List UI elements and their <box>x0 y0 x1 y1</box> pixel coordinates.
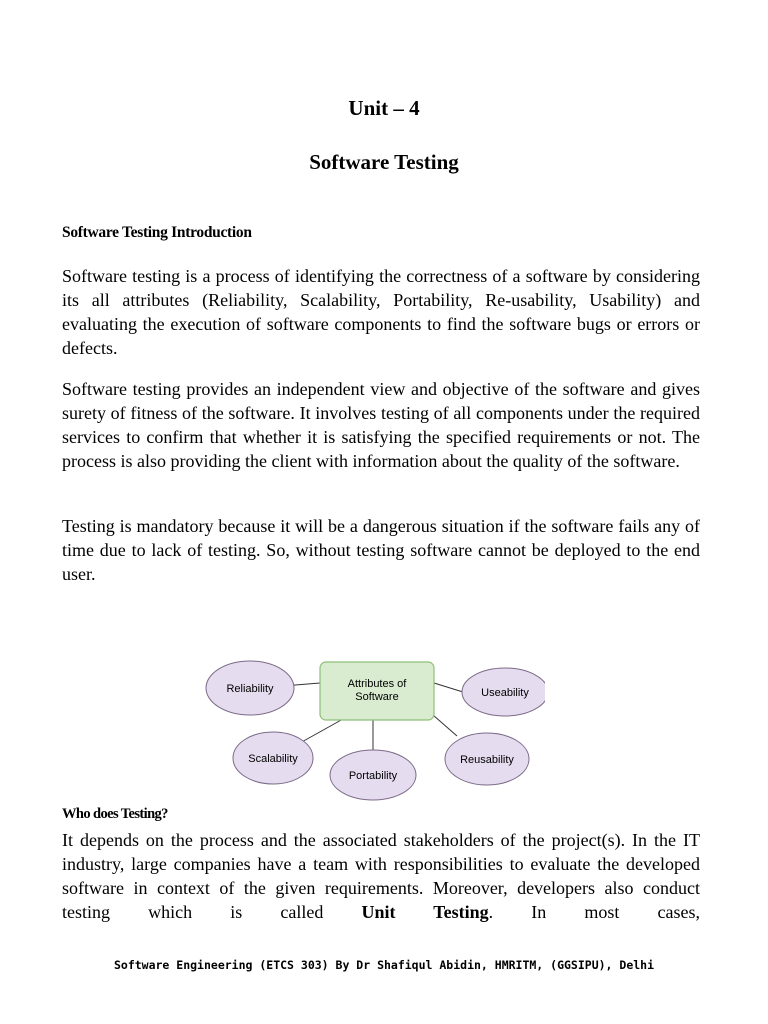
who-heading: Who does Testing? <box>62 806 168 822</box>
page-title: Software Testing <box>309 150 459 174</box>
intro-paragraph-3: Testing is mandatory because it will be a dangerous situation if the software fails any of time due to lack of testing. So, without testing software cannot be deployed to the end user. <box>62 516 700 584</box>
unit-title: Unit – 4 <box>348 96 420 120</box>
intro-paragraph-2: Software testing provides an independent view and objective of the software and gives surety of fitness of the software. It involves testing of all components under the required services to confirm that whether it is satisfying the specified requirements or not. The process is also providing the client with information about the quality of the software. <box>62 379 700 471</box>
node-useability-label: Useability <box>481 687 529 699</box>
intro-heading: Software Testing Introduction <box>62 224 252 241</box>
who-paragraph-end: . In most cases, <box>488 902 700 922</box>
node-portability-label: Portability <box>348 770 398 782</box>
page-footer: Software Engineering (ETCS 303) By Dr Shafiqul Abidin, HMRITM, (GGSIPU), Delhi <box>113 958 655 972</box>
who-paragraph <box>62 828 700 924</box>
who-paragraph-text: It depends on the process and the associated stakeholders of the project(s). In the IT industry, large companies have a team with responsibilities to evaluate the developed software in context of the given requirements. Moreover, developers also conduct testing which is called <box>62 830 700 922</box>
node-scalability-label: Scalability <box>248 753 298 765</box>
intro-paragraph-1: Software testing is a process of identifying the correctness of a software by considering its all attributes (Reliability, Scalability, Portability, Re-usability, Usability) and evaluating the execution of software components to find the software bugs or errors or defects. <box>62 266 700 358</box>
unit-testing-term: Unit Testing <box>361 902 489 922</box>
attributes-diagram <box>205 655 545 805</box>
diagram-center-line-2: Software <box>355 691 399 703</box>
node-reliability-label: Reliability <box>226 683 274 695</box>
node-reusability-label: Reusability <box>460 754 514 766</box>
diagram-center-line-1: Attributes of <box>347 678 407 690</box>
